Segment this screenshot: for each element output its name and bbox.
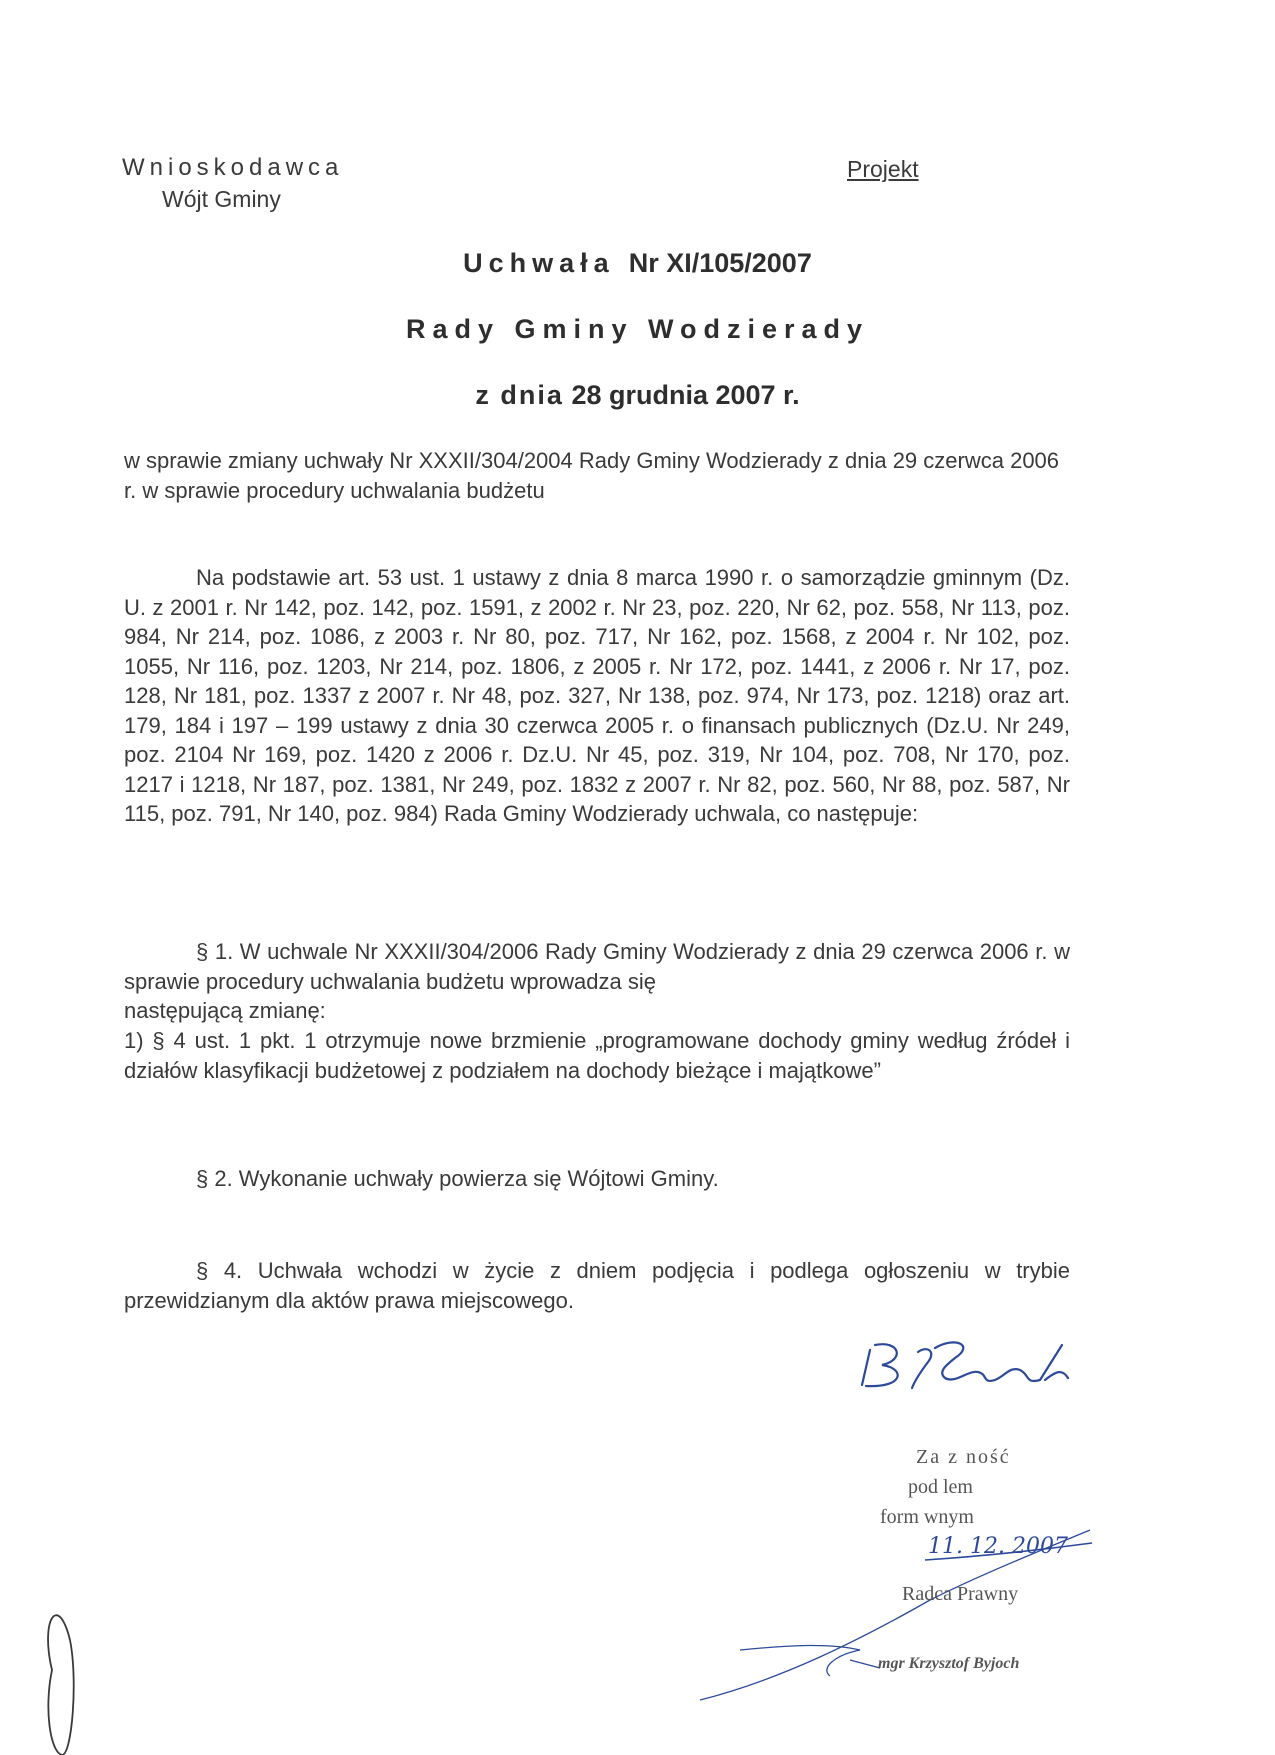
- stamp-line-1: Za z ność: [916, 1446, 1011, 1468]
- stamp-line-2: pod lem: [908, 1476, 973, 1498]
- date-prefix: z dnia: [475, 380, 564, 410]
- resolution-word: Uchwała: [463, 248, 615, 278]
- applicant-name: Wójt Gminy: [162, 186, 281, 212]
- section-1-intro-continued: następującą zmianę:: [124, 998, 326, 1023]
- section-2: § 2. Wykonanie uchwały powierza się Wójtowi Gminy.: [196, 1166, 719, 1191]
- stamp-date-handwritten: 11. 12. 2007: [928, 1534, 1068, 1559]
- stamp-line-5: mgr Krzysztof Byjoch: [878, 1655, 1020, 1672]
- legal-basis-paragraph: Na podstawie art. 53 ust. 1 ustawy z dnia 8 marca 1990 r. o samorządzie gminnym (Dz. U. z 2001 r. Nr 142, poz. 142, poz. 1591, z 2002 r. Nr 23, poz. 220, Nr 62, poz. 558, Nr 113, poz. 984, Nr 214, poz. 1086, z 2003 r. Nr 80, poz. 717, Nr 162, poz. 1568, z 2004 r. Nr 102, poz. 1055, Nr 116, poz. 1203, Nr 214, poz. 1806, z 2005 r. Nr 172, poz. 1441, z 2006 r. Nr 17, poz. 128, Nr 181, poz. 1337 z 2007 r. Nr 48, poz. 327, Nr 138, poz. 974, Nr 173, poz. 1218) oraz art. 179, 184 i 197 – 199 ustawy z dnia 30 czerwca 2005 r. o finansach publicznych (Dz.U. Nr 249, poz. 2104 Nr 169, poz. 1420 z 2006 r. Dz.U. Nr 45, poz. 319, Nr 104, poz. 708, Nr 170, poz. 1217 i 1218, Nr 187, poz. 1381, Nr 249, poz. 1832 z 2007 r. Nr 82, poz. 560, Nr 88, poz. 587, Nr 115, poz. 791, Nr 140, poz. 984) Rada Gminy Wodzierady uchwala, co następuje:: [124, 565, 1070, 826]
- stamp-line-4: Radca Prawny: [902, 1583, 1019, 1605]
- resolution-subject: w sprawie zmiany uchwały Nr XXXII/304/2004 Rady Gminy Wodzierady z dnia 29 czerwca 2006 r. w sprawie procedury uchwalania budżetu: [124, 448, 1060, 503]
- resolution-number: Nr XI/105/2007: [628, 248, 812, 278]
- draft-label: Projekt: [847, 156, 919, 182]
- section-1-intro: § 1. W uchwale Nr XXXII/304/2006 Rady Gminy Wodzierady z dnia 29 czerwca 2006 r. w sprawie procedury uchwalania budżetu wprowadza się: [124, 939, 1070, 994]
- applicant-label: Wnioskodawca: [122, 154, 344, 181]
- date-value: 28 grudnia 2007 r.: [571, 380, 800, 410]
- section-1-item-1: 1) § 4 ust. 1 pkt. 1 otrzymuje nowe brzmienie „programowane dochody gminy według źródeł i działów klasyfikacji budżetowej z podziałem na dochody bieżące i majątkowe”: [124, 1028, 1070, 1083]
- signature: [862, 1342, 1068, 1388]
- council-name: Rady Gminy Wodzierady: [405, 314, 870, 344]
- stamp-line-3: form wnym: [880, 1506, 974, 1528]
- margin-mark: [48, 1615, 74, 1755]
- section-4: § 4. Uchwała wchodzi w życie z dniem podjęcia i podlega ogłoszeniu w trybie przewidzianym dla aktów prawa miejscowego.: [124, 1258, 1070, 1313]
